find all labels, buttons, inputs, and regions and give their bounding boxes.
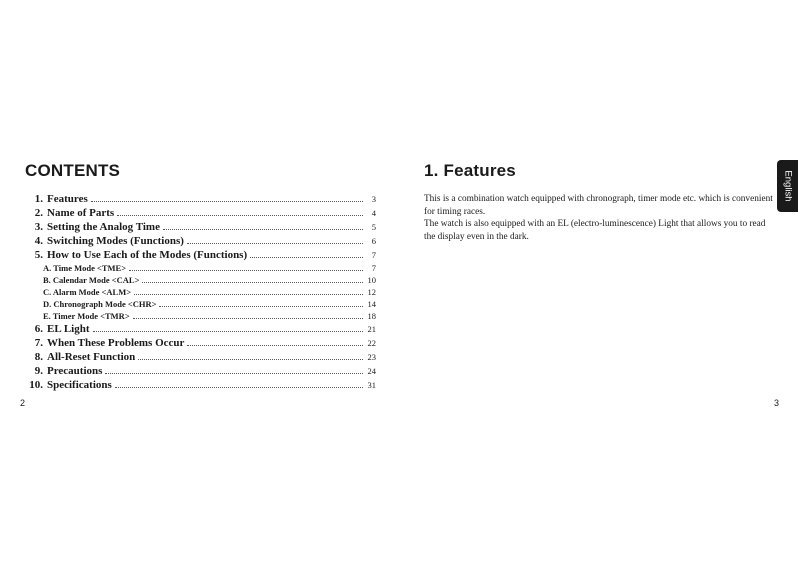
- toc-entry-title: Specifications: [47, 379, 112, 391]
- toc-entry-page: 22: [367, 338, 376, 348]
- toc-entry-page: 31: [367, 380, 376, 390]
- toc-entry-title: How to Use Each of the Modes (Functions): [47, 249, 248, 261]
- toc-leader-dots: [105, 373, 363, 374]
- page-number-right: 3: [773, 398, 779, 408]
- toc-subentry: [26, 310, 376, 322]
- toc-entry-title: When These Problems Occur: [47, 337, 185, 349]
- toc-entry-page: 3: [371, 194, 376, 204]
- toc-entry-page: 18: [367, 311, 376, 321]
- toc-entry-title: Precautions: [47, 365, 103, 377]
- features-heading: 1. Features: [424, 161, 516, 180]
- toc-entry: [26, 322, 376, 336]
- toc-entry-page: 6: [371, 236, 376, 246]
- toc-entry-page: 7: [371, 263, 376, 273]
- toc-entry-title: Switching Modes (Functions): [47, 235, 184, 247]
- toc-subentry: [26, 262, 376, 274]
- toc-entry-page: 14: [367, 299, 376, 309]
- toc-entry-page: 23: [367, 352, 376, 362]
- toc-entry-title: D. Chronograph Mode <CHR>: [43, 299, 157, 309]
- toc-entry: [26, 364, 376, 378]
- toc-subentry: [26, 298, 376, 310]
- toc-entry-number: 2.: [34, 207, 43, 219]
- page-number-left: 2: [20, 398, 26, 408]
- contents-heading: CONTENTS: [25, 161, 121, 180]
- toc-subentry: [26, 286, 376, 298]
- toc-entry-page: 21: [367, 324, 376, 334]
- toc-leader-dots: [187, 345, 363, 346]
- toc-leader-dots: [93, 331, 364, 332]
- toc-entry-title: Setting the Analog Time: [47, 221, 160, 233]
- toc-entry-page: 12: [367, 287, 376, 297]
- toc-entry: [26, 378, 376, 392]
- toc-subentry: [26, 274, 376, 286]
- toc-entry: [26, 336, 376, 350]
- toc-entry-title: E. Timer Mode <TMR>: [43, 311, 130, 321]
- features-paragraph-1: This is a combination watch equipped with chronograph, timer mode etc. which is convenient for timing races.: [424, 194, 773, 217]
- toc-entry-title: C. Alarm Mode <ALM>: [43, 287, 132, 297]
- toc-entry-number: 5.: [34, 249, 43, 261]
- toc-entry-title: EL Light: [47, 323, 90, 335]
- toc-entry: [26, 206, 376, 220]
- toc-leader-dots: [187, 243, 363, 244]
- toc-entry-page: 10: [367, 275, 376, 285]
- toc-entry-number: 3.: [34, 221, 43, 233]
- toc-entry-page: 7: [371, 250, 376, 260]
- toc-leader-dots: [117, 215, 363, 216]
- toc-entry-number: 10.: [29, 379, 43, 391]
- toc-entry-page: 5: [371, 222, 376, 232]
- toc-entry-page: 4: [371, 208, 376, 218]
- toc-entry-number: 1.: [34, 193, 43, 205]
- toc-leader-dots: [138, 359, 363, 360]
- right-page: [400, 0, 800, 566]
- toc-entry: [26, 350, 376, 364]
- features-paragraph-2: The watch is also equipped with an EL (electro-luminescence) Light that allows you to read the display even in the dark.: [424, 219, 766, 242]
- toc-entry: [26, 248, 376, 262]
- toc-entry-title: B. Calendar Mode <CAL>: [43, 275, 140, 285]
- toc-entry-title: A. Time Mode <TME>: [43, 263, 127, 273]
- toc-entry-page: 24: [367, 366, 376, 376]
- toc-leader-dots: [91, 201, 363, 202]
- toc-entry-number: 6.: [34, 323, 43, 335]
- toc-leader-dots: [250, 257, 363, 258]
- toc-leader-dots: [129, 270, 363, 271]
- toc-leader-dots: [142, 282, 363, 283]
- toc-leader-dots: [115, 387, 363, 388]
- toc-entry: [26, 234, 376, 248]
- toc-entry-title: All-Reset Function: [47, 351, 136, 363]
- table-of-contents: [26, 192, 376, 392]
- toc-leader-dots: [133, 318, 363, 319]
- toc-entry-number: 9.: [34, 365, 43, 377]
- toc-entry-title: Features: [47, 193, 88, 205]
- toc-entry: [26, 192, 376, 206]
- toc-entry-number: 8.: [34, 351, 43, 363]
- toc-entry-title: Name of Parts: [47, 207, 115, 219]
- toc-leader-dots: [134, 294, 363, 295]
- toc-entry: [26, 220, 376, 234]
- toc-entry-number: 4.: [34, 235, 43, 247]
- language-tab-label: English: [782, 170, 793, 202]
- toc-leader-dots: [159, 306, 363, 307]
- features-body: [424, 193, 776, 243]
- language-tab: [777, 160, 798, 212]
- toc-leader-dots: [163, 229, 363, 230]
- toc-entry-number: 7.: [34, 337, 43, 349]
